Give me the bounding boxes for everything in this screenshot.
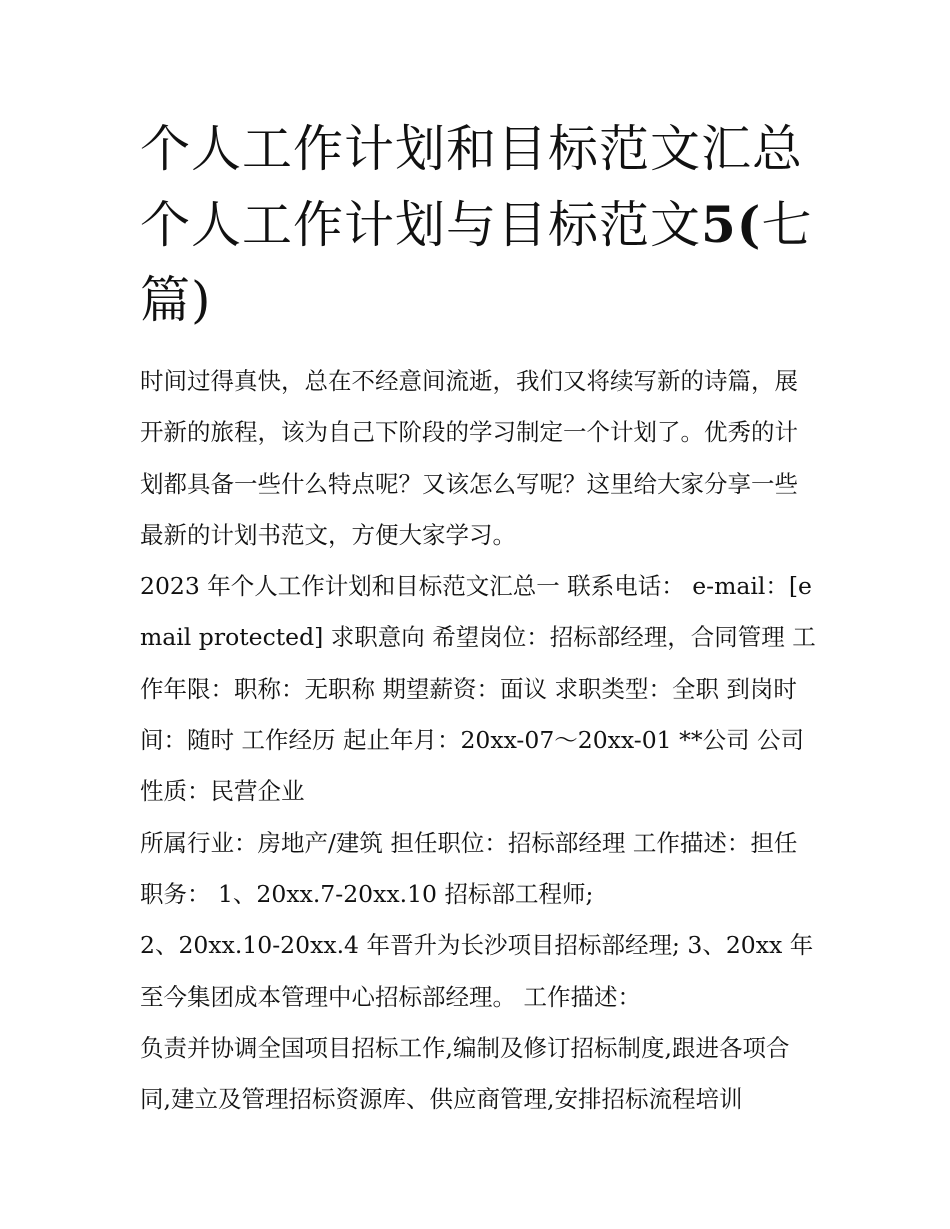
title-text-part1: 个人工作计划和目标范文汇总个人工作计划与目标范文: [140, 120, 803, 254]
intro-paragraph: 时间过得真快，总在不经意间流逝，我们又将续写新的诗篇，展开新的旅程，该为自己下阶段的学习制定一个计划了。优秀的计划都具备一些什么特点呢？又该怎么写呢？这里给大家分享一些最新的计划书范文，方便大家学习。: [140, 367, 798, 549]
document-body: [140, 356, 820, 1125]
duties-paragraph: 负责并协调全国项目招标工作,编制及修订招标制度,跟进各项合同,建立及管理招标资源库、供应商管理,安排招标流程培训: [140, 1033, 790, 1114]
resume-contact-paragraph: 2023 年个人工作计划和目标范文汇总一 联系电话： e-mail：[email protected] 求职意向 希望岗位：招标部经理，合同管理 工作年限：职称：无职称 期望薪资：面议 求职类型：全职 到岗时间：随时 工作经历 起止年月：20xx-07～20xx-01 **公司 公司性质：民营企业: [140, 572, 816, 806]
industry-position-paragraph: 所属行业：房地产/建筑 担任职位：招标部经理 工作描述：担任职务： 1、20xx.7-20xx.10 招标部工程师;: [140, 828, 798, 908]
title-text-part2: 七篇): [140, 196, 813, 329]
title-number: 5(: [701, 195, 762, 254]
document-title: [140, 112, 820, 338]
promotion-paragraph: 2、20xx.10-20xx.4 年晋升为长沙项目招标部经理; 3、20xx 年至今集团成本管理中心招标部经理。 工作描述：: [140, 931, 814, 1011]
